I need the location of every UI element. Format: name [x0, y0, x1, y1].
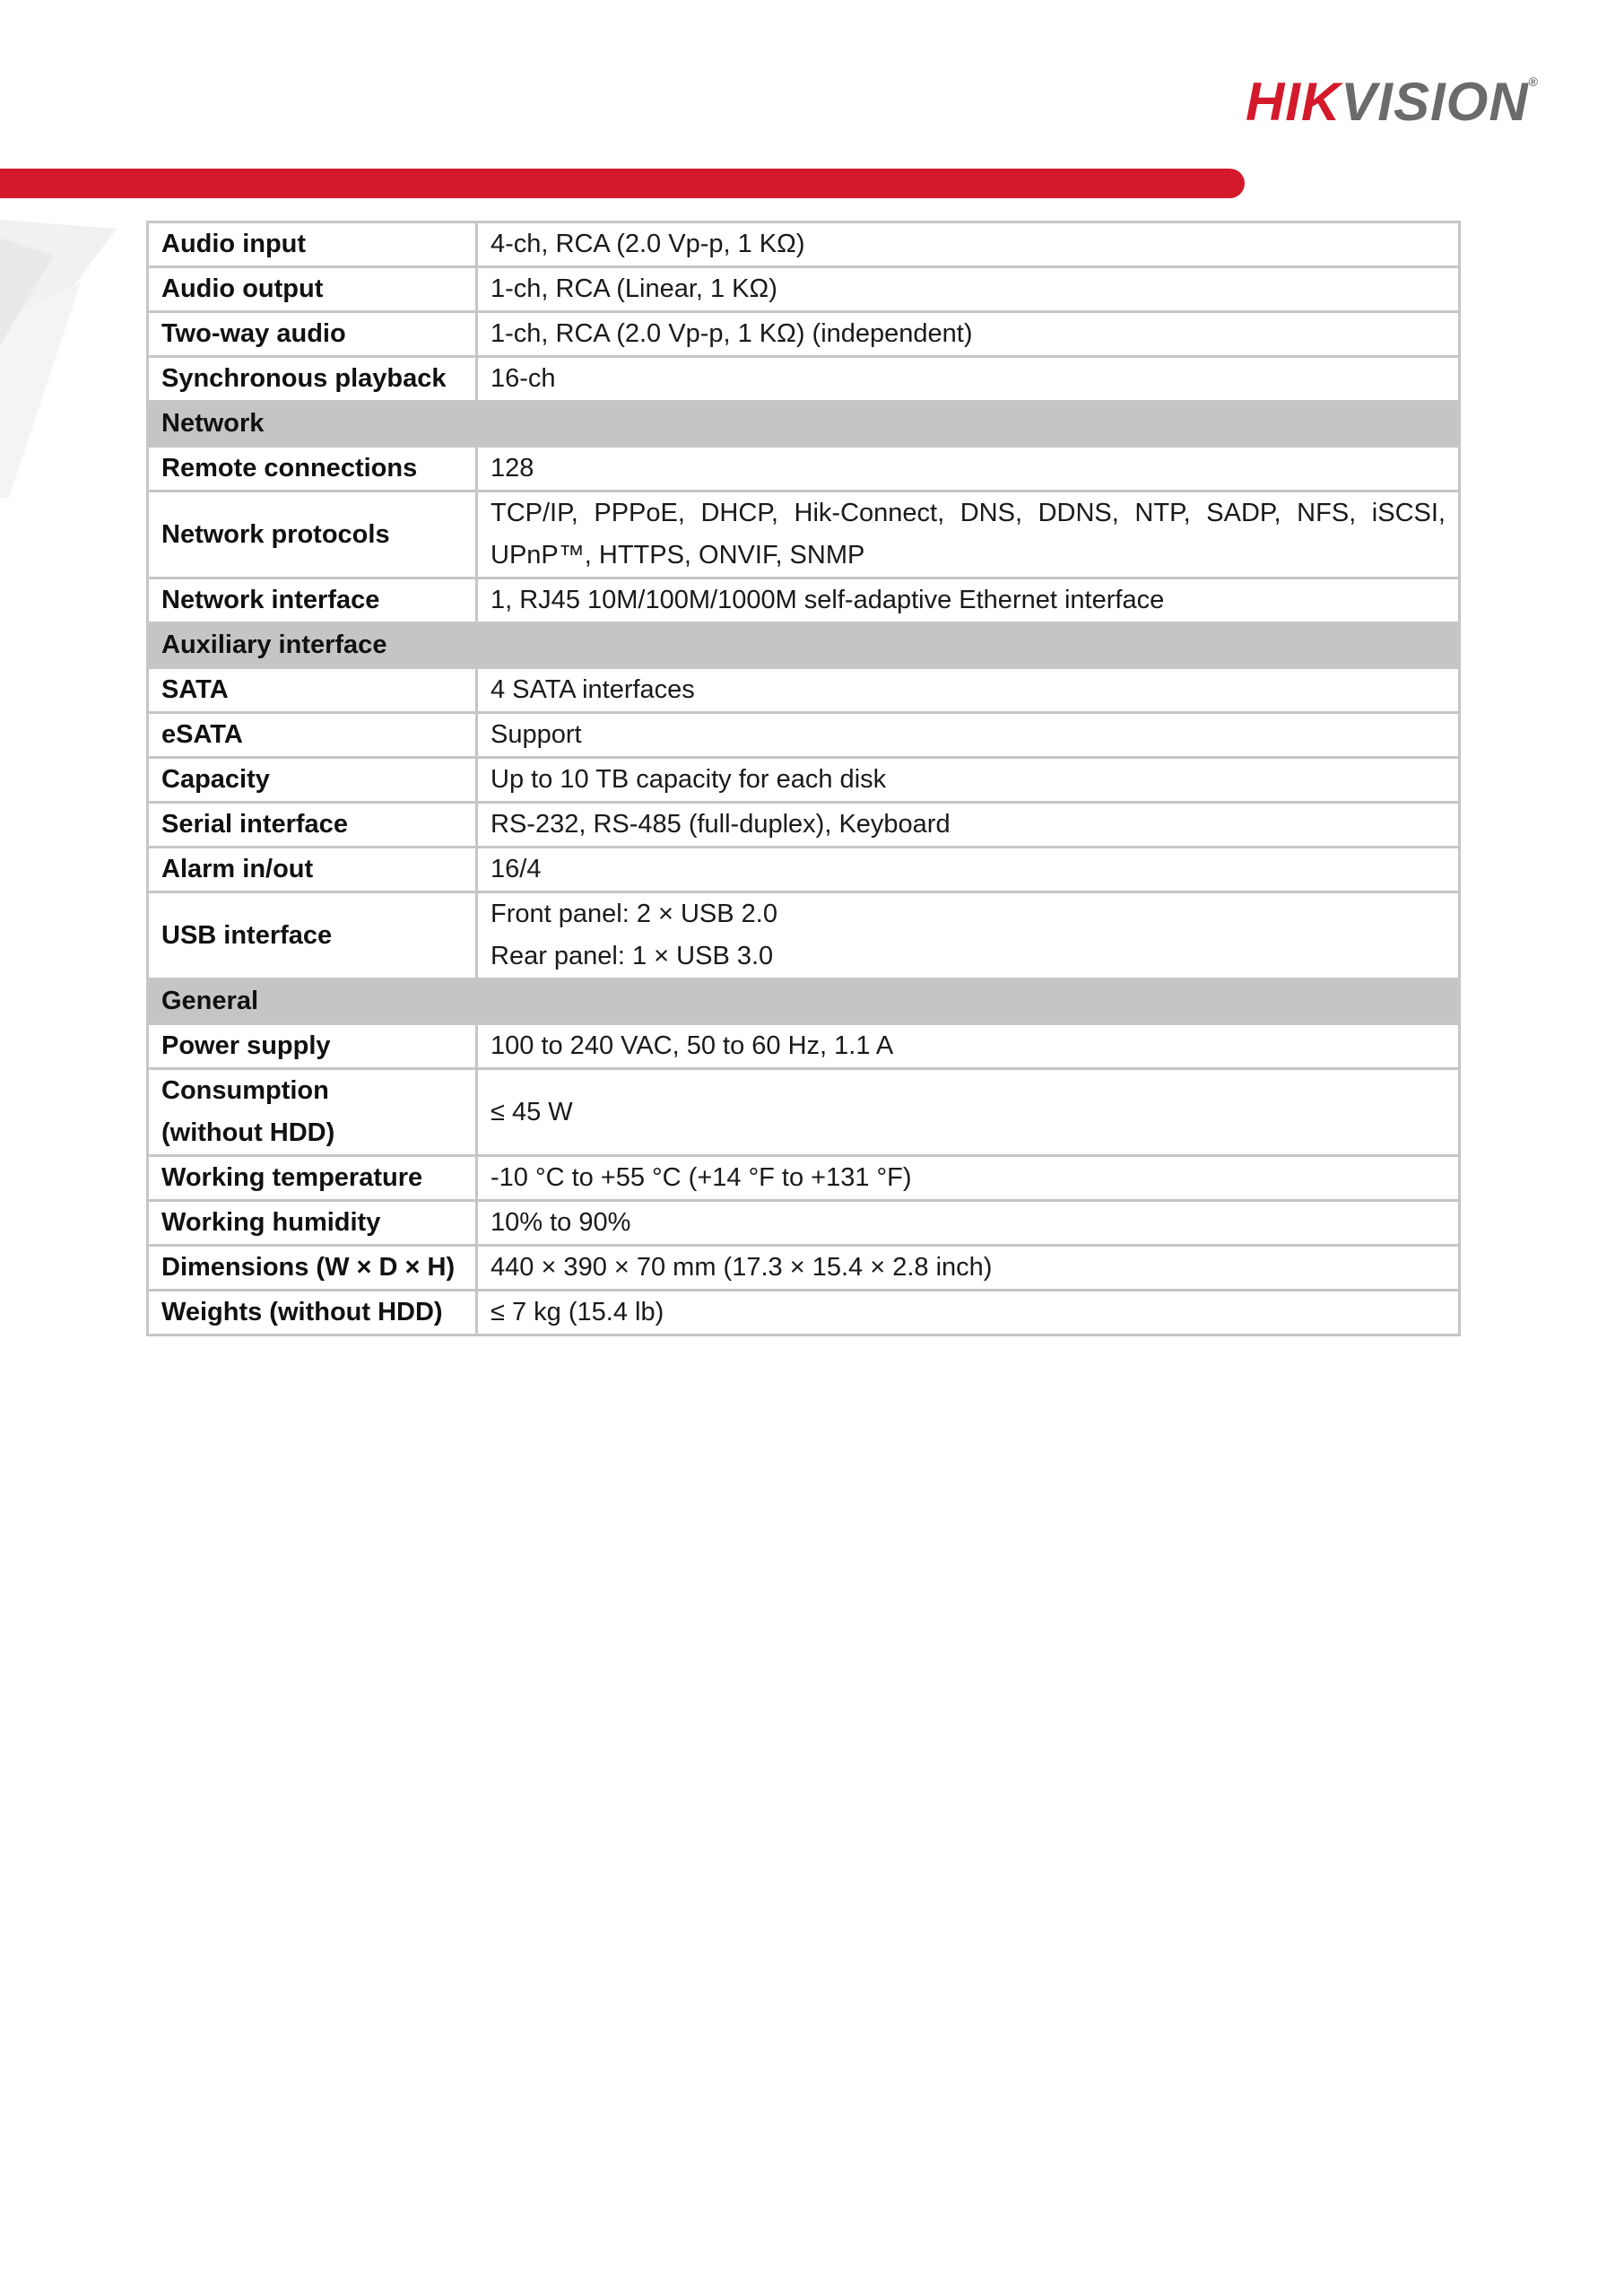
spec-row [148, 668, 1460, 713]
spec-value: 10% to 90% [477, 1201, 1460, 1246]
spec-value: 440 × 390 × 70 mm (17.3 × 15.4 × 2.8 inch) [477, 1246, 1460, 1291]
spec-label: SATA [148, 668, 477, 713]
logo-vision: VISION [1341, 72, 1529, 132]
spec-label: Audio input [148, 222, 477, 267]
spec-row [148, 1069, 1460, 1156]
spec-label: Network interface [148, 578, 477, 623]
spec-value: 4 SATA interfaces [477, 668, 1460, 713]
spec-row [148, 222, 1460, 267]
spec-label-line: Consumption [161, 1076, 329, 1105]
spec-label: Alarm in/out [148, 848, 477, 892]
spec-label: Weights (without HDD) [148, 1291, 477, 1335]
spec-row [148, 892, 1460, 979]
spec-label: Dimensions (W × D × H) [148, 1246, 477, 1291]
spec-value: Support [477, 713, 1460, 758]
spec-label [148, 1069, 477, 1156]
spec-row [148, 803, 1460, 848]
section-header-row [148, 402, 1460, 447]
spec-value-line: Front panel: 2 × USB 2.0 [491, 900, 777, 928]
section-title: General [148, 979, 1460, 1024]
spec-row [148, 1024, 1460, 1069]
spec-value: 1-ch, RCA (2.0 Vp-p, 1 KΩ) (independent) [477, 312, 1460, 357]
section-header-row [148, 979, 1460, 1024]
logo-registered-mark: ® [1528, 74, 1539, 89]
spec-value: Up to 10 TB capacity for each disk [477, 758, 1460, 803]
spec-row [148, 1291, 1460, 1335]
spec-label: Serial interface [148, 803, 477, 848]
spec-value: TCP/IP, PPPoE, DHCP, Hik-Connect, DNS, DDNS, NTP, SADP, NFS, iSCSI, UPnP™, HTTPS, ONVIF, SNMP [477, 491, 1460, 578]
spec-label: Network protocols [148, 491, 477, 578]
spec-label: USB interface [148, 892, 477, 979]
spec-value: 1-ch, RCA (Linear, 1 KΩ) [477, 267, 1460, 312]
spec-value: ≤ 45 W [477, 1069, 1460, 1156]
spec-label: Working temperature [148, 1156, 477, 1201]
spec-value: -10 °C to +55 °C (+14 °F to +131 °F) [477, 1156, 1460, 1201]
spec-label-line: (without HDD) [161, 1118, 335, 1147]
spec-row [148, 713, 1460, 758]
spec-value: 100 to 240 VAC, 50 to 60 Hz, 1.1 A [477, 1024, 1460, 1069]
spec-value: ≤ 7 kg (15.4 lb) [477, 1291, 1460, 1335]
spec-table [146, 221, 1461, 1336]
spec-label: Capacity [148, 758, 477, 803]
spec-row [148, 491, 1460, 578]
spec-label: Synchronous playback [148, 357, 477, 402]
spec-label: Two-way audio [148, 312, 477, 357]
spec-label: Remote connections [148, 447, 477, 491]
hikvision-logo [1245, 72, 1539, 132]
decorative-watermark [0, 202, 126, 525]
spec-row [148, 758, 1460, 803]
spec-label: Audio output [148, 267, 477, 312]
spec-value: 16/4 [477, 848, 1460, 892]
spec-row [148, 1246, 1460, 1291]
spec-value: 16-ch [477, 357, 1460, 402]
spec-value: 1, RJ45 10M/100M/1000M self-adaptive Ethernet interface [477, 578, 1460, 623]
spec-value [477, 892, 1460, 979]
spec-value: 4-ch, RCA (2.0 Vp-p, 1 KΩ) [477, 222, 1460, 267]
spec-row [148, 848, 1460, 892]
section-title: Network [148, 402, 1460, 447]
spec-row [148, 312, 1460, 357]
section-header-row [148, 623, 1460, 668]
spec-label: Working humidity [148, 1201, 477, 1246]
spec-label: Power supply [148, 1024, 477, 1069]
section-title: Auxiliary interface [148, 623, 1460, 668]
spec-value-line: Rear panel: 1 × USB 3.0 [491, 942, 774, 970]
spec-value: RS-232, RS-485 (full-duplex), Keyboard [477, 803, 1460, 848]
spec-row [148, 267, 1460, 312]
logo-hik: HIK [1245, 72, 1342, 132]
header-red-bar [0, 169, 1245, 198]
spec-value: 128 [477, 447, 1460, 491]
spec-row [148, 357, 1460, 402]
spec-row [148, 447, 1460, 491]
spec-row [148, 1156, 1460, 1201]
spec-label: eSATA [148, 713, 477, 758]
spec-row [148, 578, 1460, 623]
spec-row [148, 1201, 1460, 1246]
